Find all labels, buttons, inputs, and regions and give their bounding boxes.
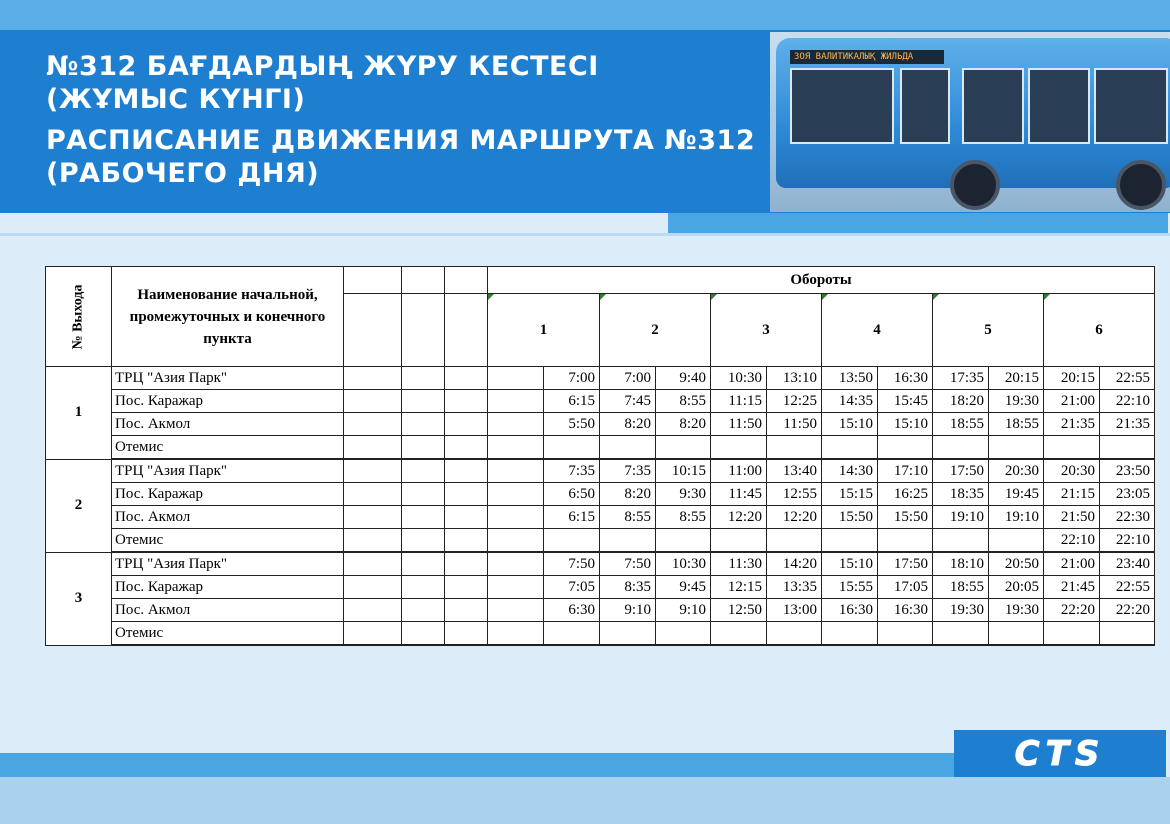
empty-cell — [401, 413, 444, 436]
time-cell: 18:55 — [932, 413, 988, 436]
empty-cell — [343, 413, 401, 436]
time-cell: 17:50 — [877, 552, 932, 576]
empty-cell — [343, 622, 401, 646]
time-cell: 12:20 — [710, 506, 766, 529]
empty-cell — [444, 529, 487, 553]
logo-text: CTS — [1014, 733, 1106, 774]
empty-cell — [401, 367, 444, 390]
empty-cell — [401, 552, 444, 576]
time-cell: 21:00 — [1043, 390, 1099, 413]
empty-cell — [343, 367, 401, 390]
table-row — [46, 552, 1155, 576]
time-cell — [821, 529, 877, 553]
time-cell: 7:35 — [599, 459, 655, 483]
table-row — [46, 459, 1155, 483]
empty-cell — [343, 506, 401, 529]
empty-cell — [401, 436, 444, 460]
bus-wheel — [950, 160, 1000, 210]
time-cell: 9:10 — [599, 599, 655, 622]
empty-cell — [444, 599, 487, 622]
time-cell: 16:30 — [877, 367, 932, 390]
empty-cell — [401, 459, 444, 483]
time-cell: 22:10 — [1043, 529, 1099, 553]
time-cell: 7:45 — [599, 390, 655, 413]
time-cell: 21:15 — [1043, 483, 1099, 506]
empty-cell — [401, 529, 444, 553]
time-cell: 5:50 — [543, 413, 599, 436]
table-row — [46, 529, 1155, 553]
cts-logo — [954, 730, 1166, 777]
time-cell: 13:10 — [766, 367, 821, 390]
revolution-header-4: 4 — [821, 294, 932, 367]
time-cell: 20:15 — [1043, 367, 1099, 390]
time-cell: 12:20 — [766, 506, 821, 529]
time-cell: 9:10 — [655, 599, 710, 622]
empty-cell — [401, 576, 444, 599]
empty-cell — [343, 529, 401, 553]
time-cell: 11:30 — [710, 552, 766, 576]
time-cell: 8:55 — [655, 506, 710, 529]
time-cell — [766, 622, 821, 646]
time-cell: 20:05 — [988, 576, 1043, 599]
time-cell — [932, 436, 988, 460]
stop-name: ТРЦ "Азия Парк" — [111, 552, 343, 576]
time-cell: 19:10 — [932, 506, 988, 529]
time-cell: 21:35 — [1099, 413, 1154, 436]
empty-cell — [487, 622, 543, 646]
time-cell — [766, 436, 821, 460]
top-strip — [0, 0, 1170, 30]
empty-cell — [343, 576, 401, 599]
time-cell: 15:50 — [821, 506, 877, 529]
table-row — [46, 576, 1155, 599]
table-row — [46, 436, 1155, 460]
time-cell: 22:20 — [1099, 599, 1154, 622]
time-cell — [1099, 622, 1154, 646]
empty-cell — [444, 459, 487, 483]
bus-destination-sign: ЗОЯ ВАЛИТИКАЛЫҚ ЖИЛЬДА — [790, 50, 944, 64]
time-cell — [932, 529, 988, 553]
time-cell: 15:50 — [877, 506, 932, 529]
time-cell: 11:50 — [766, 413, 821, 436]
stop-name: ТРЦ "Азия Парк" — [111, 459, 343, 483]
time-cell — [599, 436, 655, 460]
time-cell — [766, 529, 821, 553]
stop-name: Отемис — [111, 529, 343, 553]
time-cell: 19:30 — [988, 599, 1043, 622]
time-cell: 17:35 — [932, 367, 988, 390]
time-cell: 15:55 — [821, 576, 877, 599]
empty-cell — [401, 599, 444, 622]
schedule-table — [45, 266, 1155, 646]
empty-cell — [444, 390, 487, 413]
time-cell — [877, 622, 932, 646]
time-cell: 16:25 — [877, 483, 932, 506]
time-cell — [1099, 436, 1154, 460]
time-cell: 22:10 — [1099, 390, 1154, 413]
empty-cell — [487, 390, 543, 413]
time-cell: 9:45 — [655, 576, 710, 599]
empty-cell — [444, 436, 487, 460]
empty-cell — [487, 483, 543, 506]
empty-cell — [487, 459, 543, 483]
time-cell: 21:35 — [1043, 413, 1099, 436]
revolution-header-3: 3 — [710, 294, 821, 367]
empty-cell — [487, 529, 543, 553]
time-cell — [877, 529, 932, 553]
time-cell: 18:10 — [932, 552, 988, 576]
stop-name: Пос. Каражар — [111, 390, 343, 413]
empty-cell — [444, 367, 487, 390]
exit-number: 1 — [46, 367, 112, 460]
empty-cell — [343, 483, 401, 506]
time-cell: 11:50 — [710, 413, 766, 436]
revolution-header-1: 1 — [487, 294, 599, 367]
time-cell: 23:40 — [1099, 552, 1154, 576]
title-ru-line1: РАСПИСАНИЕ ДВИЖЕНИЯ МАРШРУТА №312 — [46, 125, 756, 156]
time-cell: 13:35 — [766, 576, 821, 599]
time-cell: 18:55 — [988, 413, 1043, 436]
time-cell — [988, 529, 1043, 553]
time-cell: 6:50 — [543, 483, 599, 506]
empty-cell — [487, 552, 543, 576]
time-cell: 16:30 — [821, 599, 877, 622]
time-cell — [655, 529, 710, 553]
stop-name: Пос. Каражар — [111, 576, 343, 599]
revolution-header-6: 6 — [1043, 294, 1154, 367]
time-cell: 6:30 — [543, 599, 599, 622]
footer-band — [0, 753, 954, 777]
time-cell — [1043, 436, 1099, 460]
empty-cell — [487, 506, 543, 529]
empty-cell — [487, 413, 543, 436]
title-kz-line1: №312 БАҒДАРДЫҢ ЖҮРУ КЕСТЕСІ — [46, 51, 599, 82]
time-cell: 10:15 — [655, 459, 710, 483]
title-kz-line2: (ЖҰМЫС КҮНГІ) — [46, 84, 306, 115]
time-cell: 7:00 — [599, 367, 655, 390]
time-cell: 7:50 — [599, 552, 655, 576]
table-row — [46, 390, 1155, 413]
time-cell: 20:30 — [988, 459, 1043, 483]
time-cell: 18:55 — [932, 576, 988, 599]
exit-number: 2 — [46, 459, 112, 552]
revolution-header-2: 2 — [599, 294, 710, 367]
exit-number-header: № Выхода — [46, 267, 112, 367]
time-cell — [821, 436, 877, 460]
time-cell — [1043, 622, 1099, 646]
time-cell: 15:10 — [821, 413, 877, 436]
time-cell: 8:20 — [599, 483, 655, 506]
empty-cell — [444, 413, 487, 436]
time-cell — [710, 436, 766, 460]
empty-cell — [343, 459, 401, 483]
empty-cell — [487, 576, 543, 599]
empty-cell — [343, 599, 401, 622]
time-cell: 23:05 — [1099, 483, 1154, 506]
time-cell: 16:30 — [877, 599, 932, 622]
time-cell: 13:40 — [766, 459, 821, 483]
empty-cell — [444, 622, 487, 646]
time-cell — [543, 622, 599, 646]
time-cell — [543, 529, 599, 553]
empty-cell — [487, 367, 543, 390]
time-cell: 13:50 — [821, 367, 877, 390]
accent-line — [0, 233, 1170, 236]
time-cell: 21:50 — [1043, 506, 1099, 529]
time-cell: 19:30 — [932, 599, 988, 622]
time-cell: 11:00 — [710, 459, 766, 483]
time-cell: 6:15 — [543, 506, 599, 529]
exit-number: 3 — [46, 552, 112, 645]
time-cell: 8:35 — [599, 576, 655, 599]
bus-photo — [770, 32, 1170, 212]
time-cell: 22:55 — [1099, 367, 1154, 390]
empty-cell — [444, 483, 487, 506]
time-cell: 12:15 — [710, 576, 766, 599]
time-cell: 21:00 — [1043, 552, 1099, 576]
empty-cell — [487, 599, 543, 622]
empty-cell — [343, 436, 401, 460]
table-row — [46, 413, 1155, 436]
time-cell: 15:10 — [877, 413, 932, 436]
time-cell: 19:30 — [988, 390, 1043, 413]
turns-header: Обороты — [487, 267, 1154, 294]
stop-name: Отемис — [111, 622, 343, 646]
time-cell — [543, 436, 599, 460]
empty-cell — [401, 390, 444, 413]
table-row — [46, 622, 1155, 646]
time-cell — [655, 622, 710, 646]
time-cell: 7:05 — [543, 576, 599, 599]
time-cell — [655, 436, 710, 460]
time-cell: 10:30 — [710, 367, 766, 390]
table-row — [46, 506, 1155, 529]
time-cell: 12:55 — [766, 483, 821, 506]
time-cell: 8:20 — [655, 413, 710, 436]
revolution-header-5: 5 — [932, 294, 1043, 367]
time-cell — [877, 436, 932, 460]
empty-cell — [444, 506, 487, 529]
time-cell: 8:55 — [655, 390, 710, 413]
time-cell: 20:30 — [1043, 459, 1099, 483]
time-cell — [710, 529, 766, 553]
time-cell: 15:15 — [821, 483, 877, 506]
time-cell: 7:35 — [543, 459, 599, 483]
empty-cell — [487, 436, 543, 460]
bus-wheel — [1116, 160, 1166, 210]
time-cell: 9:30 — [655, 483, 710, 506]
time-cell — [988, 436, 1043, 460]
time-cell — [710, 622, 766, 646]
time-cell: 7:50 — [543, 552, 599, 576]
time-cell: 9:40 — [655, 367, 710, 390]
stop-name: Пос. Акмол — [111, 506, 343, 529]
time-cell: 15:10 — [821, 552, 877, 576]
time-cell: 18:35 — [932, 483, 988, 506]
time-cell: 19:45 — [988, 483, 1043, 506]
time-cell — [599, 622, 655, 646]
title-ru-line2: (РАБОЧЕГО ДНЯ) — [46, 158, 320, 189]
empty-cell — [444, 552, 487, 576]
time-cell: 11:45 — [710, 483, 766, 506]
time-cell: 22:30 — [1099, 506, 1154, 529]
empty-cell — [444, 576, 487, 599]
time-cell: 13:00 — [766, 599, 821, 622]
stop-name-header: Наименование начальной, промежуточных и конечного пункта — [111, 267, 343, 367]
table-row — [46, 483, 1155, 506]
time-cell: 12:50 — [710, 599, 766, 622]
accent-bar — [668, 213, 1168, 235]
stop-name: Пос. Акмол — [111, 413, 343, 436]
time-cell: 20:15 — [988, 367, 1043, 390]
stop-name: ТРЦ "Азия Парк" — [111, 367, 343, 390]
time-cell: 14:20 — [766, 552, 821, 576]
time-cell: 22:20 — [1043, 599, 1099, 622]
time-cell: 14:35 — [821, 390, 877, 413]
time-cell: 10:30 — [655, 552, 710, 576]
time-cell: 11:15 — [710, 390, 766, 413]
time-cell: 17:50 — [932, 459, 988, 483]
time-cell: 7:00 — [543, 367, 599, 390]
time-cell: 8:55 — [599, 506, 655, 529]
time-cell — [988, 622, 1043, 646]
stop-name: Пос. Каражар — [111, 483, 343, 506]
table-row — [46, 599, 1155, 622]
time-cell: 6:15 — [543, 390, 599, 413]
time-cell — [932, 622, 988, 646]
empty-cell — [343, 552, 401, 576]
time-cell — [821, 622, 877, 646]
time-cell: 17:10 — [877, 459, 932, 483]
time-cell: 22:10 — [1099, 529, 1154, 553]
empty-cell — [401, 483, 444, 506]
time-cell: 18:20 — [932, 390, 988, 413]
footer-bottom — [0, 777, 1170, 824]
time-cell: 8:20 — [599, 413, 655, 436]
time-cell: 21:45 — [1043, 576, 1099, 599]
time-cell: 20:50 — [988, 552, 1043, 576]
empty-cell — [401, 622, 444, 646]
schedule-table-container — [45, 266, 1155, 646]
table-row — [46, 367, 1155, 390]
empty-cell — [343, 390, 401, 413]
time-cell: 14:30 — [821, 459, 877, 483]
stop-name: Отемис — [111, 436, 343, 460]
time-cell: 22:55 — [1099, 576, 1154, 599]
stop-name: Пос. Акмол — [111, 599, 343, 622]
empty-cell — [401, 506, 444, 529]
time-cell: 12:25 — [766, 390, 821, 413]
time-cell: 23:50 — [1099, 459, 1154, 483]
time-cell: 15:45 — [877, 390, 932, 413]
time-cell — [599, 529, 655, 553]
time-cell: 19:10 — [988, 506, 1043, 529]
page-title — [46, 50, 786, 190]
time-cell: 17:05 — [877, 576, 932, 599]
